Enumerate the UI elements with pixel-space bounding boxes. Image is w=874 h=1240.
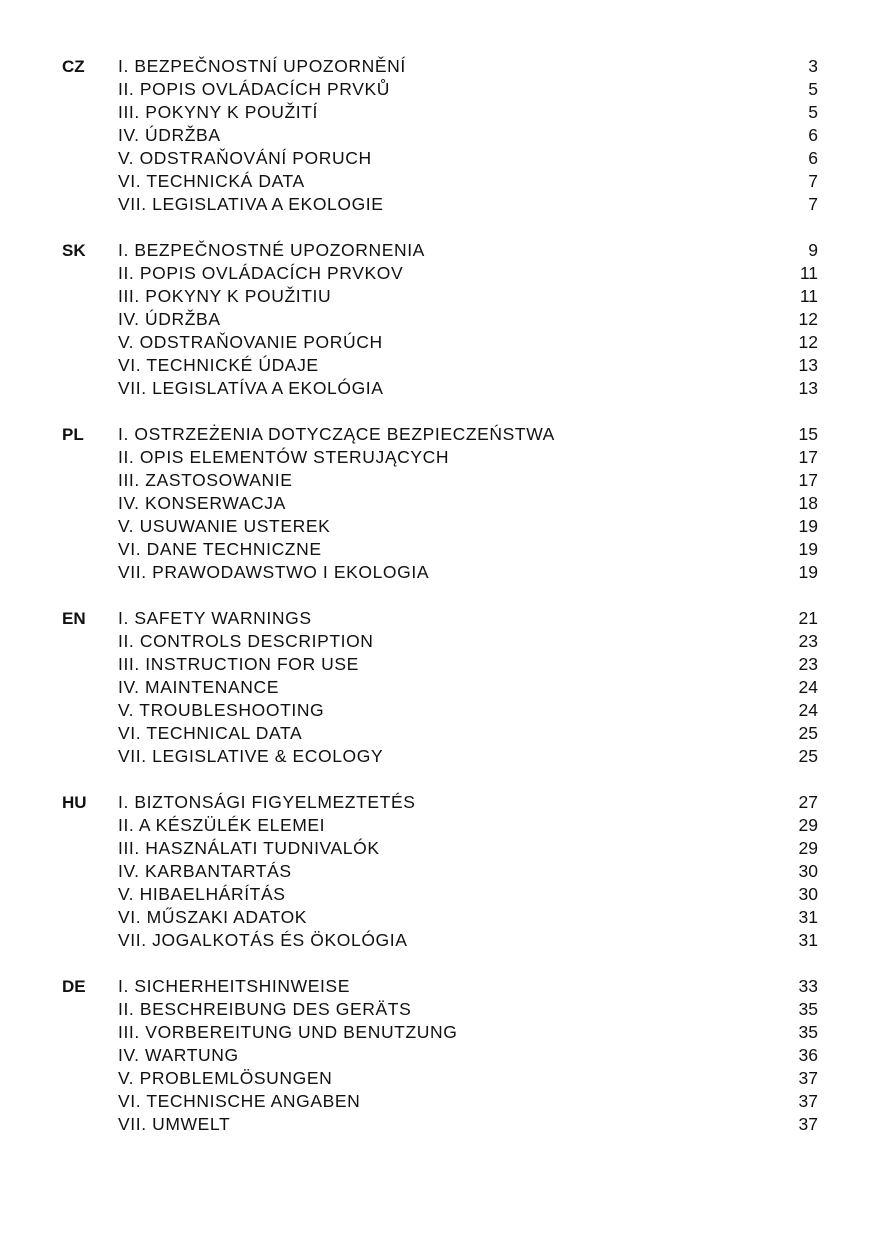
toc-entry bbox=[118, 262, 818, 285]
toc-entry-page-number: 25 bbox=[798, 746, 818, 766]
toc-entry-page-number: 29 bbox=[798, 815, 818, 835]
language-code: HU bbox=[62, 793, 87, 812]
toc-entry-title: II. A KÉSZÜLÉK ELEMEI bbox=[118, 815, 326, 835]
toc-entry-title: I. BEZPEČNOSTNÍ UPOZORNĚNÍ bbox=[118, 56, 406, 76]
toc-entry-title: VI. TECHNICAL DATA bbox=[118, 723, 303, 743]
toc-entry bbox=[118, 239, 818, 262]
language-code: DE bbox=[62, 977, 86, 996]
toc-entry bbox=[118, 423, 818, 446]
toc-entry-title: V. TROUBLESHOOTING bbox=[118, 700, 325, 720]
toc-entry-title: I. OSTRZEŻENIA DOTYCZĄCE BEZPIECZEŃSTWA bbox=[118, 424, 555, 444]
toc-entry bbox=[118, 1067, 818, 1090]
toc-entry-page-number: 3 bbox=[808, 56, 818, 76]
toc-entry bbox=[118, 653, 818, 676]
toc-entry-page-number: 18 bbox=[798, 493, 818, 513]
toc-entry-title: II. CONTROLS DESCRIPTION bbox=[118, 631, 374, 651]
toc-entry-title: III. POKYNY K POUŽITIU bbox=[118, 286, 332, 306]
toc-entry-title: IV. WARTUNG bbox=[118, 1045, 239, 1065]
toc-entry-page-number: 13 bbox=[798, 378, 818, 398]
toc-entry-title: IV. KARBANTARTÁS bbox=[118, 861, 292, 881]
toc-entry-title: VII. UMWELT bbox=[118, 1114, 231, 1134]
toc-entry-title: V. USUWANIE USTEREK bbox=[118, 516, 331, 536]
toc-entry-page-number: 5 bbox=[808, 102, 818, 122]
toc-entry-title: III. POKYNY K POUŽITÍ bbox=[118, 102, 318, 122]
toc-entry-page-number: 31 bbox=[798, 907, 818, 927]
toc-entry-list bbox=[118, 423, 818, 584]
toc-entry-page-number: 36 bbox=[798, 1045, 818, 1065]
language-code: PL bbox=[62, 425, 84, 444]
toc-entry-page-number: 24 bbox=[798, 700, 818, 720]
toc-entry bbox=[118, 998, 818, 1021]
toc-entry-page-number: 23 bbox=[798, 631, 818, 651]
toc-entry-title: V. PROBLEMLÖSUNGEN bbox=[118, 1068, 333, 1088]
toc-entry bbox=[118, 929, 818, 952]
toc-entry-list bbox=[118, 791, 818, 952]
toc-entry-title: VII. LEGISLATIVE & ECOLOGY bbox=[118, 746, 384, 766]
toc-entry-list bbox=[118, 607, 818, 768]
toc-section-sk bbox=[62, 239, 818, 400]
toc-entry bbox=[118, 469, 818, 492]
toc-entry-title: VI. TECHNICKÉ ÚDAJE bbox=[118, 355, 319, 375]
toc-entry-page-number: 30 bbox=[798, 861, 818, 881]
toc-entry-title: III. VORBEREITUNG UND BENUTZUNG bbox=[118, 1022, 458, 1042]
toc-entry bbox=[118, 722, 818, 745]
toc-entry bbox=[118, 55, 818, 78]
table-of-contents bbox=[62, 55, 818, 1159]
toc-entry-page-number: 19 bbox=[798, 539, 818, 559]
toc-entry bbox=[118, 124, 818, 147]
toc-entry bbox=[118, 883, 818, 906]
toc-entry-page-number: 7 bbox=[808, 194, 818, 214]
toc-entry-title: VII. JOGALKOTÁS ÉS ÖKOLÓGIA bbox=[118, 930, 408, 950]
toc-entry-page-number: 29 bbox=[798, 838, 818, 858]
toc-section-en bbox=[62, 607, 818, 768]
toc-entry-title: I. BIZTONSÁGI FIGYELMEZTETÉS bbox=[118, 792, 416, 812]
toc-entry-title: VII. PRAWODAWSTWO I EKOLOGIA bbox=[118, 562, 430, 582]
toc-entry-title: V. ODSTRAŇOVÁNÍ PORUCH bbox=[118, 148, 372, 168]
toc-entry-title: I. SICHERHEITSHINWEISE bbox=[118, 976, 350, 996]
toc-entry bbox=[118, 377, 818, 400]
toc-entry-title: II. POPIS OVLÁDACÍCH PRVKŮ bbox=[118, 79, 391, 99]
toc-entry bbox=[118, 1090, 818, 1113]
toc-entry-title: VII. LEGISLATIVA A EKOLOGIE bbox=[118, 194, 384, 214]
toc-entry bbox=[118, 1113, 818, 1136]
toc-entry-title: II. OPIS ELEMENTÓW STERUJĄCYCH bbox=[118, 447, 450, 467]
toc-entry-title: III. ZASTOSOWANIE bbox=[118, 470, 293, 490]
toc-entry bbox=[118, 285, 818, 308]
toc-entry-page-number: 19 bbox=[798, 562, 818, 582]
toc-entry-list bbox=[118, 55, 818, 216]
toc-entry-page-number: 37 bbox=[798, 1068, 818, 1088]
toc-entry-page-number: 17 bbox=[798, 470, 818, 490]
toc-entry-page-number: 12 bbox=[798, 332, 818, 352]
toc-entry bbox=[118, 147, 818, 170]
toc-entry bbox=[118, 78, 818, 101]
toc-entry bbox=[118, 975, 818, 998]
toc-entry bbox=[118, 699, 818, 722]
toc-entry bbox=[118, 676, 818, 699]
toc-entry bbox=[118, 837, 818, 860]
toc-entry-page-number: 33 bbox=[798, 976, 818, 996]
toc-entry-list bbox=[118, 975, 818, 1136]
toc-entry-page-number: 7 bbox=[808, 171, 818, 191]
toc-entry-title: II. BESCHREIBUNG DES GERÄTS bbox=[118, 999, 412, 1019]
toc-entry-page-number: 15 bbox=[798, 424, 818, 444]
toc-entry-page-number: 12 bbox=[798, 309, 818, 329]
toc-entry-page-number: 11 bbox=[799, 286, 818, 306]
toc-entry-title: VI. DANE TECHNICZNE bbox=[118, 539, 322, 559]
toc-entry-page-number: 6 bbox=[808, 125, 818, 145]
toc-entry-page-number: 13 bbox=[798, 355, 818, 375]
toc-entry bbox=[118, 630, 818, 653]
toc-entry-title: IV. MAINTENANCE bbox=[118, 677, 280, 697]
toc-entry bbox=[118, 101, 818, 124]
toc-entry-title: I. SAFETY WARNINGS bbox=[118, 608, 312, 628]
toc-section-pl bbox=[62, 423, 818, 584]
toc-entry-page-number: 30 bbox=[798, 884, 818, 904]
toc-entry-page-number: 21 bbox=[798, 608, 818, 628]
toc-entry bbox=[118, 331, 818, 354]
toc-entry bbox=[118, 814, 818, 837]
toc-entry-page-number: 9 bbox=[808, 240, 818, 260]
toc-entry bbox=[118, 791, 818, 814]
language-code: SK bbox=[62, 241, 86, 260]
toc-entry-page-number: 24 bbox=[798, 677, 818, 697]
toc-entry-page-number: 19 bbox=[798, 516, 818, 536]
toc-entry-page-number: 25 bbox=[798, 723, 818, 743]
toc-entry-page-number: 35 bbox=[798, 1022, 818, 1042]
toc-entry bbox=[118, 492, 818, 515]
toc-entry-page-number: 17 bbox=[798, 447, 818, 467]
language-code: EN bbox=[62, 609, 86, 628]
toc-entry bbox=[118, 538, 818, 561]
toc-entry-page-number: 31 bbox=[798, 930, 818, 950]
toc-entry-page-number: 37 bbox=[798, 1114, 818, 1134]
toc-entry-title: VI. MŰSZAKI ADATOK bbox=[118, 907, 308, 927]
toc-entry-list bbox=[118, 239, 818, 400]
toc-entry bbox=[118, 906, 818, 929]
toc-entry bbox=[118, 860, 818, 883]
toc-entry bbox=[118, 561, 818, 584]
toc-section-cz bbox=[62, 55, 818, 216]
toc-entry-title: IV. ÚDRŽBA bbox=[118, 309, 221, 329]
toc-entry bbox=[118, 515, 818, 538]
toc-entry bbox=[118, 170, 818, 193]
toc-entry bbox=[118, 745, 818, 768]
toc-entry-title: III. HASZNÁLATI TUDNIVALÓK bbox=[118, 838, 380, 858]
toc-entry-page-number: 37 bbox=[798, 1091, 818, 1111]
toc-entry bbox=[118, 1021, 818, 1044]
toc-section-hu bbox=[62, 791, 818, 952]
toc-entry-page-number: 5 bbox=[808, 79, 818, 99]
toc-entry bbox=[118, 607, 818, 630]
toc-entry-page-number: 6 bbox=[808, 148, 818, 168]
toc-entry-page-number: 27 bbox=[798, 792, 818, 812]
toc-entry-page-number: 11 bbox=[799, 263, 818, 283]
toc-entry bbox=[118, 1044, 818, 1067]
toc-entry bbox=[118, 308, 818, 331]
toc-entry-title: I. BEZPEČNOSTNÉ UPOZORNENIA bbox=[118, 240, 425, 260]
toc-entry bbox=[118, 354, 818, 377]
toc-entry-title: II. POPIS OVLÁDACÍCH PRVKOV bbox=[118, 263, 404, 283]
toc-entry-title: V. ODSTRAŇOVANIE PORÚCH bbox=[118, 332, 383, 352]
toc-entry-title: V. HIBAELHÁRÍTÁS bbox=[118, 884, 286, 904]
toc-entry-title: VII. LEGISLATÍVA A EKOLÓGIA bbox=[118, 378, 384, 398]
toc-entry-title: VI. TECHNISCHE ANGABEN bbox=[118, 1091, 361, 1111]
language-code: CZ bbox=[62, 57, 85, 76]
toc-entry bbox=[118, 193, 818, 216]
toc-section-de bbox=[62, 975, 818, 1136]
toc-entry-title: VI. TECHNICKÁ DATA bbox=[118, 171, 305, 191]
toc-entry-title: III. INSTRUCTION FOR USE bbox=[118, 654, 359, 674]
toc-entry-page-number: 35 bbox=[798, 999, 818, 1019]
toc-entry-page-number: 23 bbox=[798, 654, 818, 674]
toc-entry bbox=[118, 446, 818, 469]
toc-entry-title: IV. KONSERWACJA bbox=[118, 493, 286, 513]
toc-entry-title: IV. ÚDRŽBA bbox=[118, 125, 221, 145]
